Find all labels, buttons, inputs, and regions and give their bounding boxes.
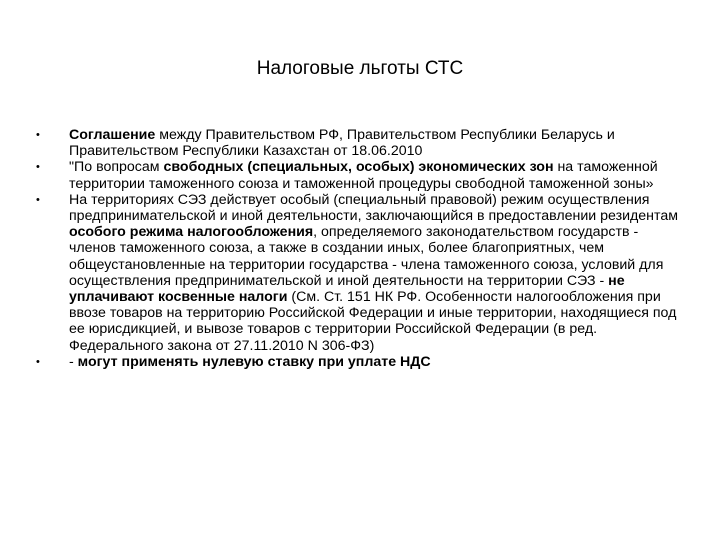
bullet-list [36,127,684,370]
bullet-text-segment: могут применять нулевую ставку при уплате НДС [77,353,431,370]
bullet-text-segment: , определяемого законодательством государств - членов таможенного союза, а также в создании иных, более благоприятных, чем общеустановленные на территории государства - члена таможенного союза, условий для осуществления предпринимательской и иной деятельности на территории СЭЗ - [69,224,664,289]
bullet-marker: • [36,161,40,174]
bullet-marker: • [36,355,40,368]
bullet-text-segment: между Правительством РФ, Правительством Республики Беларусь и Правительством Республики Казахстан от 18.06.2010 [69,127,615,160]
bullet-text-segment: на таможенной территории таможенного союза и таможенной процедуры свободной таможенной зоны» [69,159,658,192]
slide-title: Налоговые льготы СТС [256,58,464,79]
bullet-text-segment: Соглашение [69,127,156,143]
bullet-text-segment: особого режима налогообложения [69,224,314,241]
bullet-text-segment: свободных (специальных, особых) экономических зон [163,159,554,176]
bullet-item-2 [36,159,684,191]
bullet-item-3 [36,192,684,354]
bullet-text-segment: не уплачивают косвенные налоги [69,272,625,306]
bullet-text-segment: "По вопросам [69,159,164,176]
bullet-marker: • [36,193,40,206]
bullet-item-1 [36,127,684,159]
bullet-marker: • [36,129,40,141]
bullet-item-4 [36,354,684,370]
bullet-text-segment: (См. Ст. 151 НК РФ. Особенности налогообложения при ввозе товаров на территорию Российской Федерации и иные территории, находящиеся под ее юрисдикцией, и вывозе товаров с территории Российской Федерации (в ред. Федерального закона от 27.11.2010 N 306-ФЗ) [69,289,677,354]
bullet-text-segment: На территориях СЭЗ действует особый (специальный правовой) режим осуществления предпринимательской и иной деятельности, заключающийся в предоставлении резидентам [69,191,678,225]
bullet-text-segment: - [69,353,78,370]
